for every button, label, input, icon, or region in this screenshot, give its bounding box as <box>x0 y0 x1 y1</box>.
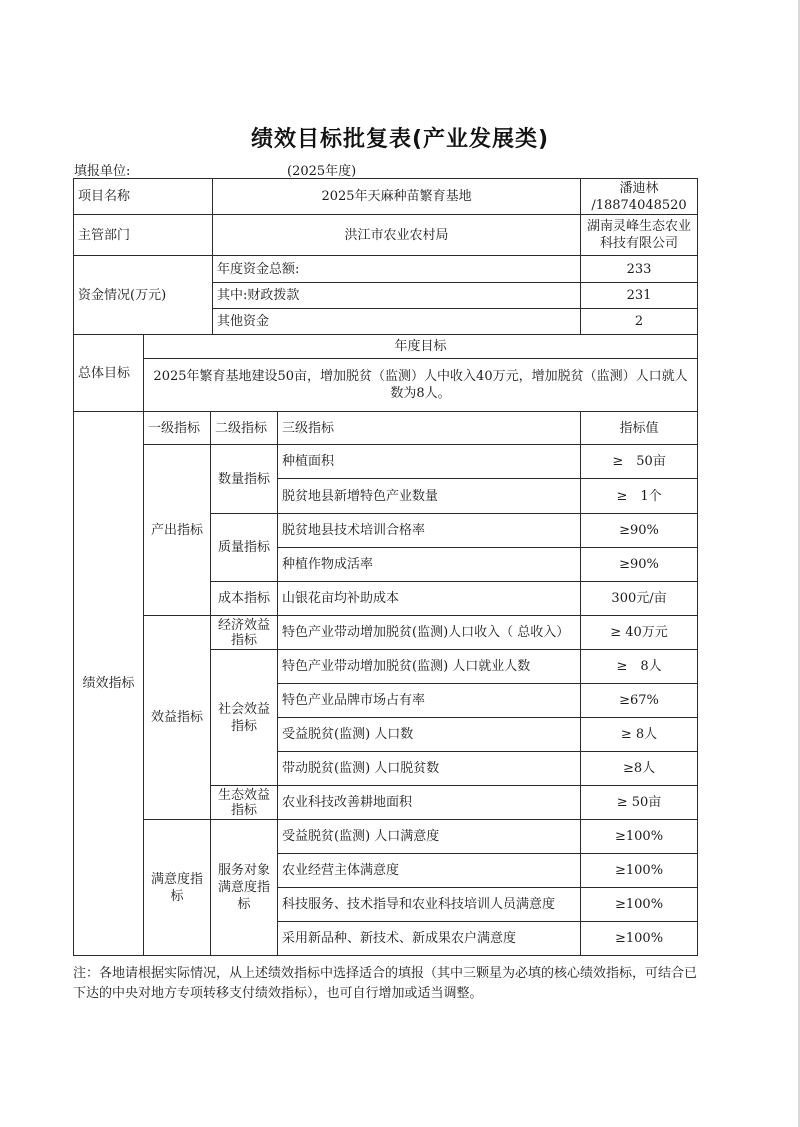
impl-unit-line2: 科技有限公司 <box>600 236 679 251</box>
footnote: 注：各地请根据实际情况，从上述绩效指标中选择适合的填报（其中三颗星为必填的核心绩效指标，可结合已下达的中央对地方专项转移支付绩效指标），也可自行增加或适当调整。 <box>73 966 698 1001</box>
header-level1: 一级指标 <box>144 412 211 445</box>
indicator-name: 受益脱贫(监测) 人口满意度 <box>278 820 581 854</box>
overall-goal-text: 2025年繁育基地建设50亩，增加脱贫（监测）人中收入40万元，增加脱贫（监测）人口就人数为8人。 <box>144 359 698 412</box>
indicator-name: 特色产业带动增加脱贫(监测) 人口就业人数 <box>278 650 581 684</box>
indicator-name: 特色产业带动增加脱贫(监测)人口收入（ 总收入） <box>278 616 581 650</box>
project-name-value: 2025年天麻种苗繁育基地 <box>213 179 581 215</box>
indicator-row <box>74 445 698 479</box>
level2-quantity: 数量指标 <box>211 445 278 514</box>
performance-label: 绩效指标 <box>74 412 144 956</box>
level2-cost: 成本指标 <box>211 582 278 616</box>
indicator-name: 农业经营主体满意度 <box>278 854 581 888</box>
indicator-value: ≥ 8人 <box>581 718 698 752</box>
funds-row-total <box>74 256 698 283</box>
funds-fiscal-label: 其中:财政拨款 <box>213 283 581 309</box>
performance-target-table <box>73 178 698 956</box>
indicator-name: 科技服务、技术指导和农业科技培训人员满意度 <box>278 888 581 922</box>
indicator-value: ≥8人 <box>581 752 698 786</box>
indicator-row <box>74 820 698 854</box>
header-level3: 三级指标 <box>278 412 581 445</box>
level2-economic: 经济效益指标 <box>211 616 278 650</box>
indicator-name: 脱贫地县技术培训合格率 <box>278 514 581 548</box>
level2-service: 服务对象满意度指标 <box>211 820 278 956</box>
annual-goal-header: 年度目标 <box>144 335 698 359</box>
leader-cell <box>581 179 698 215</box>
header-value: 指标值 <box>581 412 698 445</box>
indicator-name: 带动脱贫(监测) 人口脱贫数 <box>278 752 581 786</box>
indicator-name: 受益脱贫(监测) 人口数 <box>278 718 581 752</box>
indicator-header-row <box>74 412 698 445</box>
indicator-row <box>74 616 698 650</box>
indicator-value: ≥100% <box>581 922 698 956</box>
indicator-value: ≥100% <box>581 820 698 854</box>
overall-goal-label: 总体目标 <box>74 335 144 412</box>
funds-other-value: 2 <box>581 309 698 335</box>
indicator-value: ≥ 50亩 <box>581 445 698 479</box>
overall-goal-text-row <box>74 359 698 412</box>
level1-benefit: 效益指标 <box>144 616 211 820</box>
indicator-value: 300元/亩 <box>581 582 698 616</box>
dept-row <box>74 215 698 256</box>
indicator-value: ≥90% <box>581 514 698 548</box>
indicator-value: ≥ 8人 <box>581 650 698 684</box>
indicator-value: ≥100% <box>581 854 698 888</box>
document-title: 绩效目标批复表(产业发展类) <box>250 127 550 152</box>
indicator-name: 种植作物成活率 <box>278 548 581 582</box>
leader-phone: /18874048520 <box>591 197 687 213</box>
funds-total-label: 年度资金总额: <box>213 256 581 283</box>
indicator-name: 特色产业品牌市场占有率 <box>278 684 581 718</box>
leader-name: 潘迪林 <box>619 180 659 196</box>
indicator-value: ≥ 1个 <box>581 479 698 514</box>
indicator-value: ≥ 40万元 <box>581 616 698 650</box>
fill-unit-label: 填报单位: <box>74 164 131 179</box>
funds-other-label: 其他资金 <box>213 309 581 335</box>
funds-total-value: 233 <box>581 256 698 283</box>
dept-label: 主管部门 <box>74 215 213 256</box>
year-label: (2025年度) <box>287 164 357 179</box>
indicator-value: ≥ 50亩 <box>581 786 698 820</box>
funds-label: 资金情况(万元) <box>74 256 213 335</box>
header-level2: 二级指标 <box>211 412 278 445</box>
indicator-value: ≥100% <box>581 888 698 922</box>
impl-unit-line1: 湖南灵峰生态农业 <box>587 219 692 234</box>
overall-goal-header-row <box>74 335 698 359</box>
impl-unit-cell <box>581 215 698 256</box>
level2-ecological: 生态效益指标 <box>211 786 278 820</box>
project-name-label: 项目名称 <box>74 179 213 215</box>
dept-value: 洪江市农业农村局 <box>213 215 581 256</box>
indicator-name: 山银花亩均补助成本 <box>278 582 581 616</box>
indicator-value: ≥67% <box>581 684 698 718</box>
level1-satisfaction: 满意度指标 <box>144 820 211 956</box>
level1-output: 产出指标 <box>144 445 211 616</box>
indicator-name: 农业科技改善耕地面积 <box>278 786 581 820</box>
level2-quality: 质量指标 <box>211 514 278 582</box>
project-name-row <box>74 179 698 215</box>
funds-fiscal-value: 231 <box>581 283 698 309</box>
level2-social: 社会效益指标 <box>211 650 278 786</box>
indicator-value: ≥90% <box>581 548 698 582</box>
indicator-name: 采用新品种、新技术、新成果农户满意度 <box>278 922 581 956</box>
indicator-name: 脱贫地县新增特色产业数量 <box>278 479 581 514</box>
indicator-name: 种植面积 <box>278 445 581 479</box>
